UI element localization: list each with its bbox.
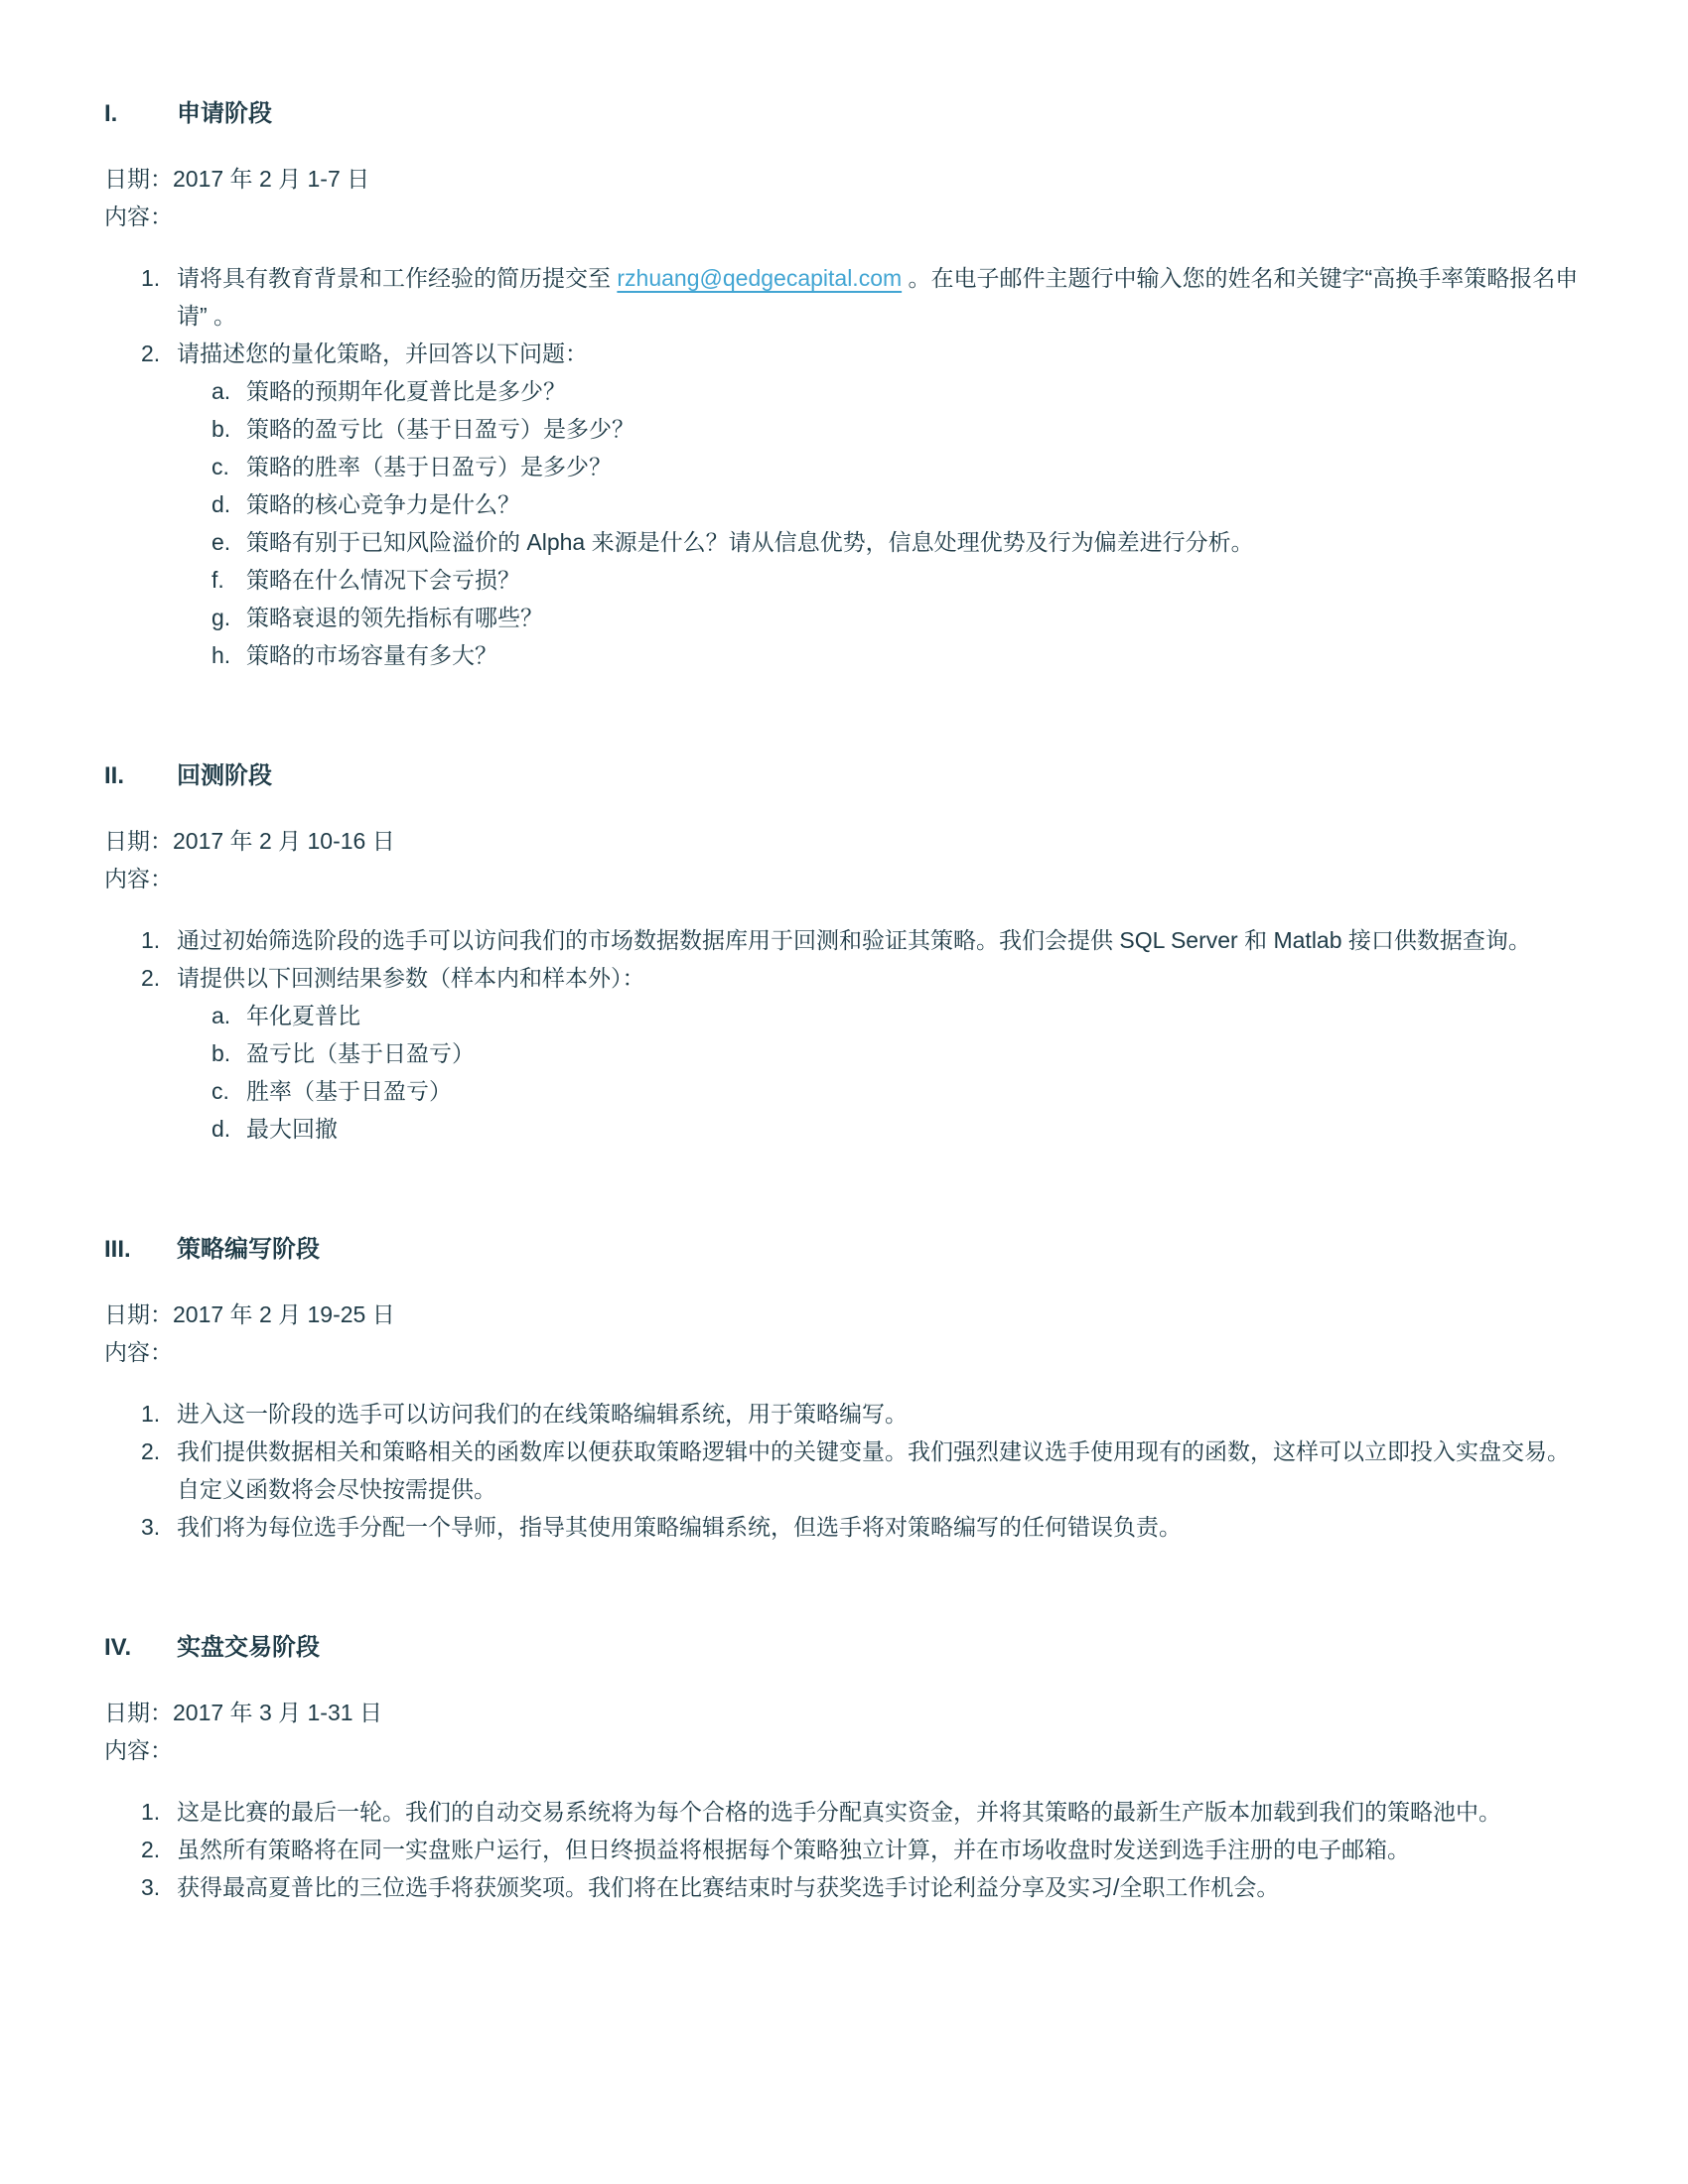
lettered-item xyxy=(211,448,1584,485)
item-marker: 3. xyxy=(141,1514,161,1540)
content-label: 内容： xyxy=(104,204,173,229)
section-title: 回测阶段 xyxy=(177,762,272,789)
item-text: 胜率（基于日盈亏） xyxy=(246,1078,452,1104)
numbered-list xyxy=(141,259,1584,674)
item-text: 这是比赛的最后一轮。我们的自动交易系统将为每个合格的选手分配真实资金，并将其策略的最新生产版本加载到我们的策略池中。 xyxy=(177,1799,1501,1825)
item-text: 获得最高夏普比的三位选手将获颁奖项。我们将在比赛结束时与获奖选手讨论利益分享及实习/全职工作机会。 xyxy=(177,1874,1280,1900)
item-marker: 3. xyxy=(141,1874,161,1900)
item-marker: d. xyxy=(211,491,231,517)
item-text: 我们提供数据相关和策略相关的函数库以便获取策略逻辑中的关键变量。我们强烈建议选手使用现有的函数，这样可以立即投入实盘交易。自定义函数将会尽快按需提供。 xyxy=(177,1438,1570,1502)
date-line: 日期：2017 年 3 月 1-31 日 xyxy=(104,1700,382,1725)
item-text: 最大回撤 xyxy=(246,1116,338,1142)
date-line: 日期：2017 年 2 月 19-25 日 xyxy=(104,1301,395,1327)
item-marker: 2. xyxy=(141,1837,161,1862)
section-title: 实盘交易阶段 xyxy=(177,1634,320,1661)
date-line: 日期：2017 年 2 月 10-16 日 xyxy=(104,828,395,854)
item-marker: b. xyxy=(211,416,231,442)
lettered-sublist xyxy=(211,997,1584,1148)
numbered-item xyxy=(141,1395,1584,1433)
lettered-item xyxy=(211,561,1584,599)
item-marker: 1. xyxy=(141,927,161,953)
item-marker: a. xyxy=(211,1003,231,1028)
section-live-trading xyxy=(104,1633,1584,1906)
item-text: 策略有别于已知风险溢价的 Alpha 来源是什么？请从信息优势，信息处理优势及行为偏差进行分析。 xyxy=(246,529,1254,555)
item-text xyxy=(177,259,1584,335)
numbered-item xyxy=(141,259,1584,335)
date-line: 日期：2017 年 2 月 1-7 日 xyxy=(104,166,370,192)
section-application xyxy=(104,99,1584,674)
numbered-list xyxy=(141,1395,1584,1546)
item-text: 策略在什么情况下会亏损？ xyxy=(246,567,520,593)
item-text: 策略的核心竞争力是什么？ xyxy=(246,491,520,517)
item-marker: c. xyxy=(211,454,229,479)
section-title: 申请阶段 xyxy=(177,100,272,127)
numbered-item xyxy=(141,1508,1584,1546)
item-text: 进入这一阶段的选手可以访问我们的在线策略编辑系统，用于策略编写。 xyxy=(177,1401,908,1427)
item-text: 通过初始筛选阶段的选手可以访问我们的市场数据数据库用于回测和验证其策略。我们会提供 SQL Server 和 Matlab 接口供数据查询。 xyxy=(177,927,1531,953)
lettered-item xyxy=(211,485,1584,523)
item-marker: d. xyxy=(211,1116,231,1142)
item-text: 虽然所有策略将在同一实盘账户运行，但日终损益将根据每个策略独立计算，并在市场收盘时发送到选手注册的电子邮箱。 xyxy=(177,1837,1410,1862)
lettered-item xyxy=(211,636,1584,674)
item-marker: e. xyxy=(211,529,231,555)
lettered-item xyxy=(211,1034,1584,1072)
numbered-item xyxy=(141,1868,1584,1906)
numbered-item xyxy=(141,959,1584,997)
section-number: II. xyxy=(104,762,125,789)
section-heading xyxy=(104,761,1584,791)
item-text: 策略的胜率（基于日盈亏）是多少？ xyxy=(246,454,612,479)
section-number: IV. xyxy=(104,1634,132,1661)
lettered-item xyxy=(211,1072,1584,1110)
item-text: 策略衰退的领先指标有哪些？ xyxy=(246,605,543,630)
lettered-item xyxy=(211,1110,1584,1148)
numbered-list xyxy=(141,921,1584,1148)
numbered-item xyxy=(141,1793,1584,1831)
section-meta xyxy=(104,822,1584,897)
numbered-item xyxy=(141,1433,1584,1508)
item-marker: h. xyxy=(211,642,231,668)
item-text: 策略的预期年化夏普比是多少？ xyxy=(246,378,566,404)
item-marker: 1. xyxy=(141,1799,161,1825)
numbered-item xyxy=(141,335,1584,372)
item-marker: c. xyxy=(211,1078,229,1104)
email-link[interactable]: rzhuang@qedgecapital.com xyxy=(617,265,903,291)
item-marker: f. xyxy=(211,567,224,593)
item-marker: 2. xyxy=(141,965,161,991)
item-text: 年化夏普比 xyxy=(246,1003,360,1028)
lettered-item xyxy=(211,410,1584,448)
item-marker: a. xyxy=(211,378,231,404)
item-marker: 1. xyxy=(141,1401,161,1427)
content-label: 内容： xyxy=(104,866,173,891)
item-text: 我们将为每位选手分配一个导师，指导其使用策略编辑系统，但选手将对策略编写的任何错误负责。 xyxy=(177,1514,1182,1540)
section-title: 策略编写阶段 xyxy=(177,1236,320,1263)
section-meta xyxy=(104,160,1584,235)
lettered-item xyxy=(211,599,1584,636)
content-label: 内容： xyxy=(104,1737,173,1763)
numbered-list xyxy=(141,1793,1584,1906)
numbered-item xyxy=(141,921,1584,959)
lettered-item xyxy=(211,372,1584,410)
section-heading xyxy=(104,1235,1584,1265)
section-backtest xyxy=(104,761,1584,1148)
item-text: 盈亏比（基于日盈亏） xyxy=(246,1040,475,1066)
section-meta xyxy=(104,1296,1584,1371)
item-text: 请提供以下回测结果参数（样本内和样本外）： xyxy=(177,965,645,991)
section-heading xyxy=(104,99,1584,129)
item-text: 策略的盈亏比（基于日盈亏）是多少？ xyxy=(246,416,634,442)
item-marker: b. xyxy=(211,1040,231,1066)
item-marker: 1. xyxy=(141,265,161,291)
item-text: 请描述您的量化策略，并回答以下问题： xyxy=(177,341,588,366)
item-marker: 2. xyxy=(141,341,161,366)
numbered-item xyxy=(141,1831,1584,1868)
lettered-item xyxy=(211,997,1584,1034)
item-marker: 2. xyxy=(141,1438,161,1464)
lettered-item xyxy=(211,523,1584,561)
section-number: III. xyxy=(104,1236,131,1263)
item-marker: g. xyxy=(211,605,231,630)
section-heading xyxy=(104,1633,1584,1663)
item-text-before-link: 请将具有教育背景和工作经验的简历提交至 xyxy=(177,265,618,291)
section-number: I. xyxy=(104,100,118,127)
section-meta xyxy=(104,1694,1584,1769)
content-label: 内容： xyxy=(104,1339,173,1365)
section-strategy-writing xyxy=(104,1235,1584,1546)
item-text-after-link: 。在电子邮件主题行中输入您的姓名和关键字“高换手率策略报名申请” 。 xyxy=(177,265,1579,329)
item-text: 策略的市场容量有多大？ xyxy=(246,642,497,668)
lettered-sublist xyxy=(211,372,1584,674)
